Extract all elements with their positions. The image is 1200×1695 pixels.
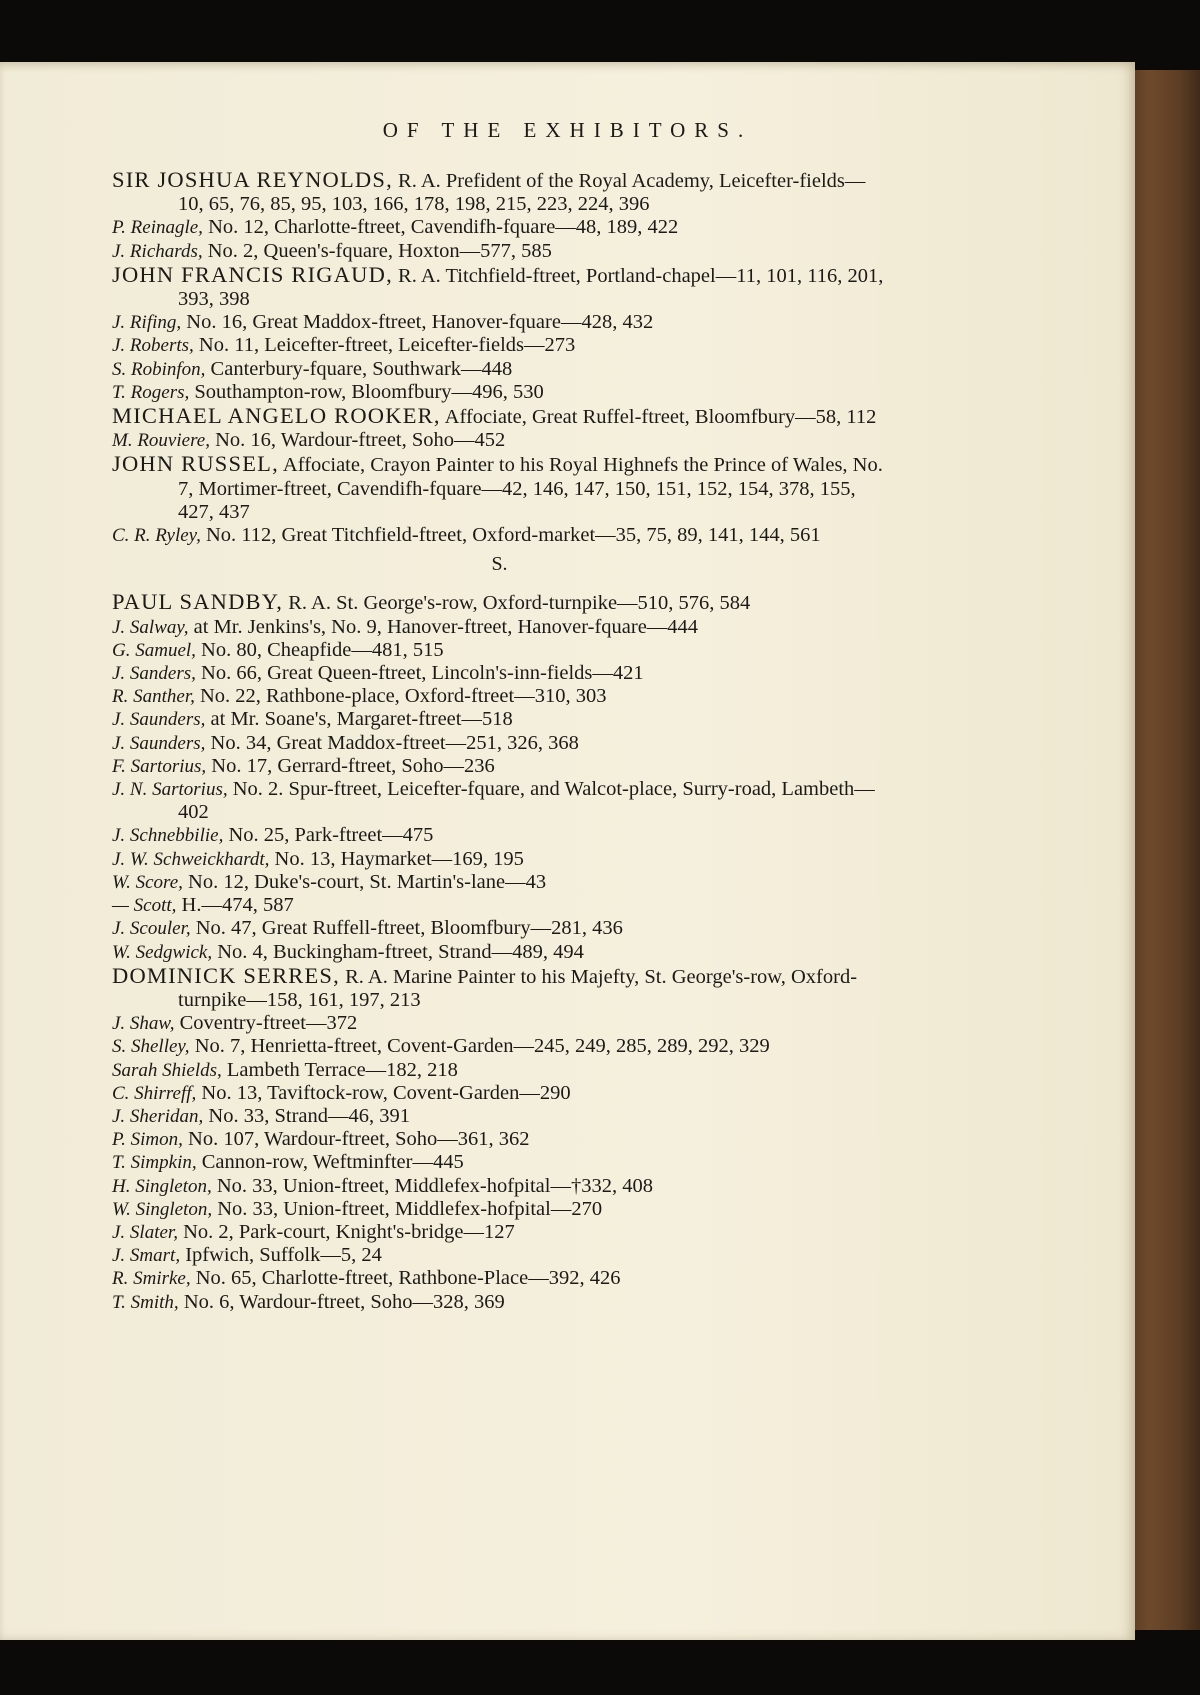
- exhibitor-details: Affociate, Great Ruffel-ftreet, Bloomfbury—58, 112: [440, 406, 877, 429]
- exhibitor-details: No. 107, Wardour-ftreet, Soho—361, 362: [182, 1128, 530, 1151]
- exhibitor-name: P. Simon,: [112, 1129, 183, 1151]
- exhibitor-name: F. Sartorius,: [112, 755, 207, 777]
- exhibitor-entry: [112, 334, 887, 357]
- exhibitor-entry: [112, 1105, 887, 1128]
- exhibitor-details: No. 12, Duke's-court, St. Martin's-lane—43: [182, 870, 547, 893]
- exhibitor-name: J. Saunders,: [112, 709, 206, 731]
- exhibitor-details: Coventry-ftreet—372: [174, 1012, 358, 1035]
- exhibitor-entry: [112, 639, 887, 662]
- exhibitor-details: No. 34, Great Maddox-ftreet—251, 326, 368: [205, 731, 579, 754]
- exhibitor-name: PAUL SANDBY,: [112, 589, 284, 615]
- exhibitor-details: R. A. St. George's-row, Oxford-turnpike—510, 576, 584: [283, 592, 751, 615]
- exhibitor-entry: [112, 732, 887, 755]
- exhibitor-name: J. Scouler,: [112, 918, 191, 940]
- exhibitor-details: H.—474, 587: [176, 894, 294, 917]
- exhibitor-entry: [112, 708, 887, 731]
- exhibitor-entry: [112, 524, 887, 547]
- exhibitor-entry: [112, 311, 887, 334]
- exhibitor-entry: [112, 662, 887, 685]
- exhibitor-details: No. 11, Leicefter-ftreet, Leicefter-fields—273: [193, 334, 576, 357]
- exhibitor-details: No. 6, Wardour-ftreet, Soho—328, 369: [178, 1290, 505, 1313]
- exhibitor-entry: [112, 917, 887, 940]
- exhibitor-entry: [112, 964, 887, 1012]
- exhibitor-details: No. 16, Wardour-ftreet, Soho—452: [209, 429, 506, 452]
- exhibitor-details: No. 2, Queen's-fquare, Hoxton—577, 585: [202, 239, 552, 262]
- exhibitor-details: No. 112, Great Titchfield-ftreet, Oxford-market—35, 75, 89, 141, 144, 561: [200, 524, 821, 547]
- exhibitor-details: Ipfwich, Suffolk—5, 24: [180, 1244, 382, 1267]
- exhibitor-entry: [112, 1082, 887, 1105]
- exhibitor-name: J. Slater,: [112, 1221, 178, 1243]
- exhibitor-entry: [112, 824, 887, 847]
- exhibitor-name: T. Simpkin,: [112, 1152, 197, 1174]
- exhibitor-details: Canterbury-fquare, Southwark—448: [205, 357, 513, 380]
- exhibitor-entry: [112, 616, 887, 639]
- exhibitor-name: J. Saunders,: [112, 732, 206, 754]
- exhibitor-name: R. Santher,: [112, 686, 195, 708]
- exhibitor-entry: [112, 1291, 887, 1314]
- exhibitor-entry: [112, 1059, 887, 1082]
- exhibitor-name: J. Shaw,: [112, 1013, 175, 1035]
- exhibitor-entry: [112, 1128, 887, 1151]
- exhibitor-name: J. Roberts,: [112, 335, 194, 357]
- exhibitor-name: J. N. Sartorius,: [112, 779, 228, 801]
- running-head: OF THE EXHIBITORS.: [382, 118, 753, 142]
- exhibitor-name: J. W. Schweickhardt,: [112, 848, 270, 870]
- exhibitor-name: W. Score,: [112, 871, 183, 893]
- exhibitor-details: Southampton-row, Bloomfbury—496, 530: [189, 380, 544, 403]
- exhibitor-name: G. Samuel,: [112, 639, 196, 661]
- exhibitor-entry: [112, 1267, 887, 1290]
- exhibitor-entry: [112, 1198, 887, 1221]
- exhibitor-entry: [112, 778, 887, 824]
- exhibitor-details: No. 65, Charlotte-ftreet, Rathbone-Place—392, 426: [190, 1267, 621, 1290]
- exhibitor-name: J. Richards,: [112, 240, 203, 262]
- exhibitor-details: No. 2, Park-court, Knight's-bridge—127: [177, 1220, 515, 1243]
- exhibitor-name: T. Rogers,: [112, 381, 190, 403]
- exhibitor-entry: [112, 590, 887, 615]
- exhibitor-entry: [112, 1244, 887, 1267]
- exhibitor-entry: [112, 358, 887, 381]
- exhibitor-name: — Scott,: [112, 895, 177, 917]
- exhibitor-details: No. 47, Great Ruffell-ftreet, Bloomfbury—281, 436: [190, 917, 623, 940]
- exhibitor-name: C. Shirreff,: [112, 1082, 197, 1104]
- exhibitor-details: No. 33, Union-ftreet, Middlefex-hofpital—†332, 408: [211, 1174, 653, 1197]
- exhibitor-details: No. 33, Union-ftreet, Middlefex-hofpital—270: [212, 1197, 603, 1220]
- section-heading: S.: [491, 553, 508, 576]
- book-spine-edge: [1125, 70, 1200, 1630]
- exhibitor-details: No. 16, Great Maddox-ftreet, Hanover-fquare—428, 432: [181, 311, 654, 334]
- exhibitor-name: R. Smirke,: [112, 1268, 191, 1290]
- exhibitor-name: M. Rouviere,: [112, 430, 210, 452]
- exhibitor-details: R. A. Marine Painter to his Majefty, St. George's-row, Oxford-turnpike—158, 161, 197, 213: [178, 965, 858, 1011]
- exhibitor-entry: [112, 848, 887, 871]
- exhibitor-entry: [112, 263, 887, 311]
- exhibitor-name: J. Sanders,: [112, 663, 196, 685]
- exhibitor-name: W. Sedgwick,: [112, 941, 213, 963]
- exhibitor-name: C. R. Ryley,: [112, 525, 201, 547]
- exhibitor-name: MICHAEL ANGELO ROOKER,: [112, 403, 441, 429]
- exhibitor-entry: [112, 1175, 887, 1198]
- exhibitor-list: [112, 168, 887, 1314]
- exhibitor-name: J. Smart,: [112, 1245, 181, 1267]
- exhibitor-entry: [112, 452, 887, 524]
- exhibitor-name: J. Sheridan,: [112, 1105, 204, 1127]
- exhibitor-details: No. 13, Taviftock-row, Covent-Garden—290: [196, 1081, 571, 1104]
- exhibitor-details: No. 4, Buckingham-ftreet, Strand—489, 494: [212, 940, 584, 963]
- exhibitor-name: S. Shelley,: [112, 1036, 190, 1058]
- exhibitor-entry: [112, 216, 887, 239]
- exhibitor-entry: [112, 894, 887, 917]
- exhibitor-details: No. 22, Rathbone-place, Oxford-ftreet—310, 303: [194, 685, 607, 708]
- exhibitor-details: R. A. Prefident of the Royal Academy, Leicefter-fields—10, 65, 76, 85, 95, 103, 166, 178, 198, 215, 223, 224, 396: [178, 170, 866, 216]
- exhibitor-details: at Mr. Soane's, Margaret-ftreet—518: [205, 708, 513, 731]
- exhibitor-details: No. 17, Gerrard-ftreet, Soho—236: [206, 754, 495, 777]
- exhibitor-details: No. 12, Charlotte-ftreet, Cavendifh-fquare—48, 189, 422: [202, 216, 679, 239]
- exhibitor-details: No. 7, Henrietta-ftreet, Covent-Garden—245, 249, 285, 289, 292, 329: [189, 1035, 770, 1058]
- exhibitor-entry: [112, 404, 887, 429]
- exhibitor-details: at Mr. Jenkins's, No. 9, Hanover-ftreet, Hanover-fquare—444: [188, 615, 699, 638]
- exhibitor-entry: [112, 240, 887, 263]
- exhibitor-details: No. 25, Park-ftreet—475: [223, 824, 434, 847]
- exhibitor-entry: [112, 871, 887, 894]
- exhibitor-name: T. Smith,: [112, 1291, 179, 1313]
- exhibitor-name: P. Reinagle,: [112, 217, 203, 239]
- exhibitor-entry: [112, 941, 887, 964]
- exhibitor-name: J. Rifing,: [112, 312, 182, 334]
- exhibitor-entry: [112, 381, 887, 404]
- exhibitor-entry: [112, 685, 887, 708]
- exhibitor-details: No. 2. Spur-ftreet, Leicefter-fquare, and Walcot-place, Surry-road, Lambeth—402: [178, 778, 875, 824]
- exhibitor-entry: [112, 1151, 887, 1174]
- exhibitor-entry: [112, 1221, 887, 1244]
- exhibitor-details: No. 80, Cheapfide—481, 515: [195, 638, 444, 661]
- exhibitor-name: J. Schnebbilie,: [112, 825, 224, 847]
- exhibitor-details: Cannon-row, Weftminfter—445: [196, 1151, 464, 1174]
- exhibitor-entry: [112, 429, 887, 452]
- exhibitor-entry: [112, 1035, 887, 1058]
- exhibitor-name: W. Singleton,: [112, 1198, 213, 1220]
- exhibitor-entry: [112, 168, 887, 216]
- exhibitor-name: DOMINICK SERRES,: [112, 962, 340, 988]
- exhibitor-name: H. Singleton,: [112, 1175, 212, 1197]
- exhibitor-entry: [112, 755, 887, 778]
- exhibitor-entry: [112, 1012, 887, 1035]
- exhibitor-name: Sarah Shields,: [112, 1059, 222, 1081]
- exhibitor-details: Affociate, Crayon Painter to his Royal Highnefs the Prince of Wales, No. 7, Mortimer-ftreet, Cavendifh-fquare—42, 146, 147, 150, 151, 152, 154, 378, 155, 427, 437: [178, 454, 883, 523]
- exhibitor-details: No. 13, Haymarket—169, 195: [269, 847, 524, 870]
- exhibitor-name: J. Salway,: [112, 616, 189, 638]
- exhibitor-name: JOHN FRANCIS RIGAUD,: [112, 261, 393, 287]
- exhibitor-name: S. Robinfon,: [112, 358, 206, 380]
- exhibitor-details: No. 33, Strand—46, 391: [203, 1104, 410, 1127]
- exhibitor-details: No. 66, Great Queen-ftreet, Lincoln's-inn-fields—421: [195, 662, 644, 685]
- exhibitor-details: Lambeth Terrace—182, 218: [221, 1058, 458, 1081]
- exhibitor-details: R. A. Titchfield-ftreet, Portland-chapel—11, 101, 116, 201, 393, 398: [178, 264, 884, 311]
- exhibitor-name: SIR JOSHUA REYNOLDS,: [112, 167, 393, 192]
- exhibitor-name: JOHN RUSSEL,: [112, 451, 279, 477]
